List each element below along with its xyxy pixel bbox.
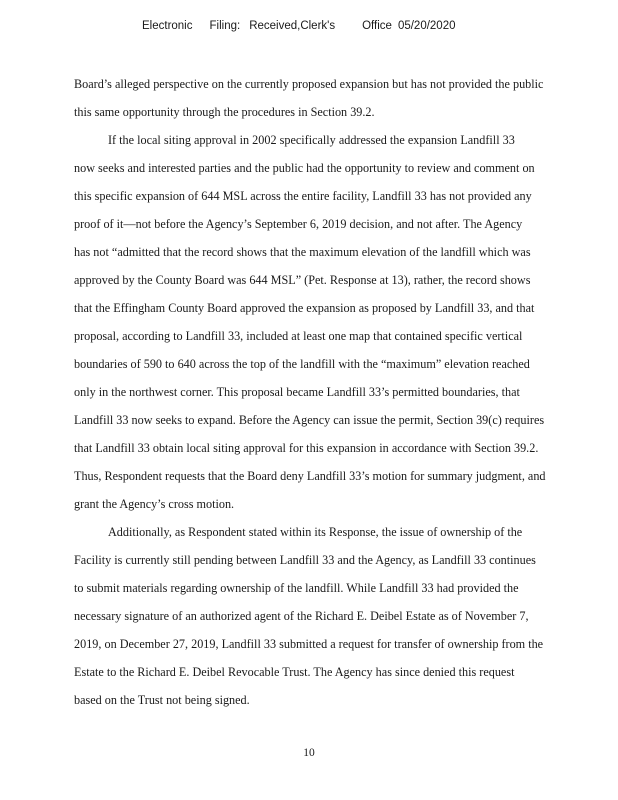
- header-filing: Filing:: [209, 20, 241, 32]
- text-line: proof of it—not before the Agency’s September 6, 2019 decision, and not after. The Agency: [74, 217, 523, 231]
- text-line: necessary signature of an authorized agent of the Richard E. Deibel Estate as of November 7,: [74, 609, 529, 623]
- text-line: Board’s alleged perspective on the currently proposed expansion but has not provided the public: [74, 77, 544, 91]
- text-line: this specific expansion of 644 MSL across the entire facility, Landfill 33 has not provided any: [74, 189, 532, 203]
- text-line: Facility is currently still pending between Landfill 33 and the Agency, as Landfill 33 continues: [74, 553, 536, 567]
- text-line: approved by the County Board was 644 MSL” (Pet. Response at 13), rather, the record shows: [74, 273, 531, 287]
- text-line: this same opportunity through the procedures in Section 39.2.: [74, 105, 375, 119]
- text-line: If the local siting approval in 2002 specifically addressed the expansion Landfill 33: [108, 133, 515, 147]
- text-line: now seeks and interested parties and the public had the opportunity to review and comment on: [74, 161, 535, 175]
- text-line: that Landfill 33 obtain local siting approval for this expansion in accordance with Section 39.2.: [74, 441, 539, 455]
- text-line: boundaries of 590 to 640 across the top of the landfill with the “maximum” elevation reached: [74, 357, 530, 371]
- electronic-filing-header: [142, 20, 456, 32]
- text-line: based on the Trust not being signed.: [74, 693, 250, 707]
- text-line: proposal, according to Landfill 33, included at least one map that contained specific vertical: [74, 329, 523, 343]
- text-line: that the Effingham County Board approved the expansion as proposed by Landfill 33, and that: [74, 301, 535, 315]
- text-line: has not “admitted that the record shows that the maximum elevation of the landfill which was: [74, 245, 531, 259]
- header-electronic: Electronic: [142, 20, 193, 32]
- text-line: grant the Agency’s cross motion.: [74, 497, 235, 511]
- header-date: 05/20/2020: [397, 20, 456, 32]
- text-line: Estate to the Richard E. Deibel Revocable Trust. The Agency has since denied this request: [74, 665, 515, 679]
- page-number: 10: [303, 747, 315, 759]
- text-line: 2019, on December 27, 2019, Landfill 33 submitted a request for transfer of ownership from the: [74, 637, 544, 651]
- text-line: only in the northwest corner. This proposal became Landfill 33’s permitted boundaries, that: [74, 385, 520, 399]
- text-line: Additionally, as Respondent stated within its Response, the issue of ownership of the: [108, 525, 523, 539]
- body-text: [74, 70, 594, 714]
- header-received: Received,Clerk's: [249, 20, 336, 32]
- text-line: Thus, Respondent requests that the Board deny Landfill 33’s motion for summary judgment, and: [74, 469, 546, 483]
- text-line: to submit materials regarding ownership of the landfill. While Landfill 33 had provided the: [74, 581, 519, 595]
- text-line: Landfill 33 now seeks to expand. Before the Agency can issue the permit, Section 39(c) requires: [74, 413, 545, 427]
- header-office: Office: [362, 20, 392, 32]
